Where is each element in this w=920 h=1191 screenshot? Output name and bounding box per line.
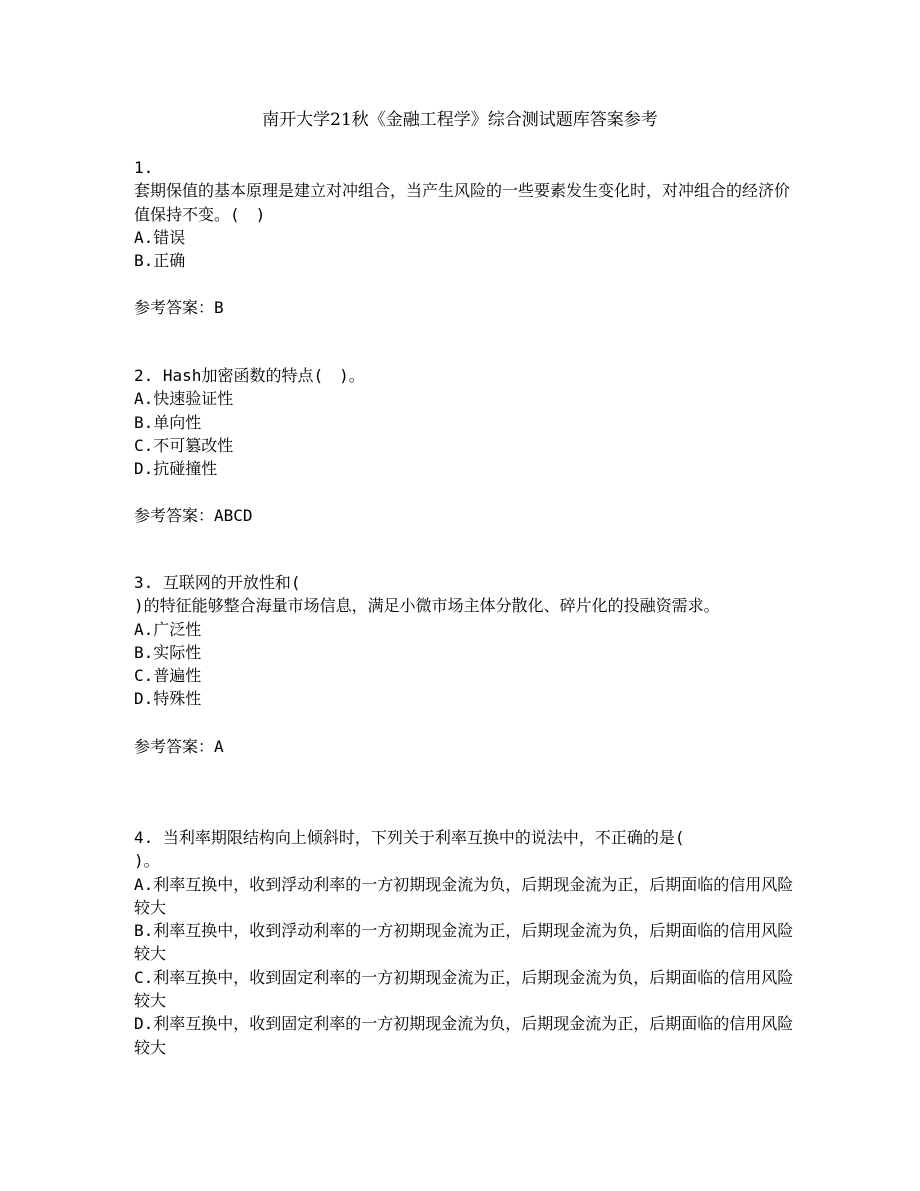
question-2 xyxy=(134,364,794,528)
question-heading xyxy=(134,826,794,849)
option-a: A.快速验证性 xyxy=(134,389,234,409)
question-heading xyxy=(134,364,794,387)
option-list xyxy=(134,618,794,711)
option-list xyxy=(134,226,794,273)
answer-line xyxy=(134,504,794,527)
question-4 xyxy=(134,826,794,1059)
option-a: A.错误 xyxy=(134,227,186,247)
option-b: B.利率互换中，收到浮动利率的一方初期现金流为正，后期现金流为负，后期面临的信用风险较大 xyxy=(134,921,794,964)
option-b: B.单向性 xyxy=(134,412,202,432)
question-stem: Hash加密函数的特点( )。 xyxy=(162,366,365,385)
option-a: A.利率互换中，收到浮动利率的一方初期现金流为负，后期现金流为正，后期面临的信用风险较大 xyxy=(134,874,794,917)
question-stem-continued: )的特征能够整合海量市场信息，满足小微市场主体分散化、碎片化的投融资需求。 xyxy=(134,596,720,616)
question-number: 4. xyxy=(134,828,154,847)
answer-label: 参考答案： xyxy=(134,298,215,318)
option-c: C.利率互换中，收到固定利率的一方初期现金流为正，后期现金流为负，后期面临的信用风险较大 xyxy=(134,967,794,1011)
option-c: C.不可篡改性 xyxy=(134,435,234,455)
option-b: B.实际性 xyxy=(134,642,202,662)
question-number: 1. xyxy=(134,158,154,177)
question-3 xyxy=(134,571,794,758)
question-heading xyxy=(134,571,794,594)
answer-value: A xyxy=(214,736,224,756)
option-d: D.抗碰撞性 xyxy=(134,459,218,479)
answer-value: B xyxy=(214,298,224,318)
question-number: 3. xyxy=(134,573,154,592)
option-c: C.普遍性 xyxy=(134,666,202,686)
question-stem: 互联网的开放性和( xyxy=(162,573,301,592)
option-a: A.广泛性 xyxy=(134,619,202,639)
answer-line xyxy=(134,296,794,319)
question-number: 2. xyxy=(134,366,154,385)
option-list xyxy=(134,387,794,480)
option-d: D.利率互换中，收到固定利率的一方初期现金流为负，后期现金流为正，后期面临的信用风险较大 xyxy=(134,1014,794,1057)
question-stem: 当利率期限结构向上倾斜时，下列关于利率互换中的说法中，不正确的是( xyxy=(162,828,685,847)
question-stem-continued: )。 xyxy=(134,851,160,871)
option-d: D.特殊性 xyxy=(134,689,202,709)
option-list xyxy=(134,873,794,1059)
question-1 xyxy=(134,156,794,320)
answer-line xyxy=(134,735,794,758)
option-b: B.正确 xyxy=(134,251,186,271)
answer-label: 参考答案： xyxy=(134,506,215,526)
document-title: 南开大学21秋《金融工程学》综合测试题库答案参考 xyxy=(262,110,658,130)
answer-label: 参考答案： xyxy=(134,736,215,756)
answer-value: ABCD xyxy=(214,506,253,526)
question-stem: 套期保值的基本原理是建立对冲组合，当产生风险的一些要素发生变化时，对冲组合的经济价值保持不变。( ) xyxy=(134,181,791,224)
